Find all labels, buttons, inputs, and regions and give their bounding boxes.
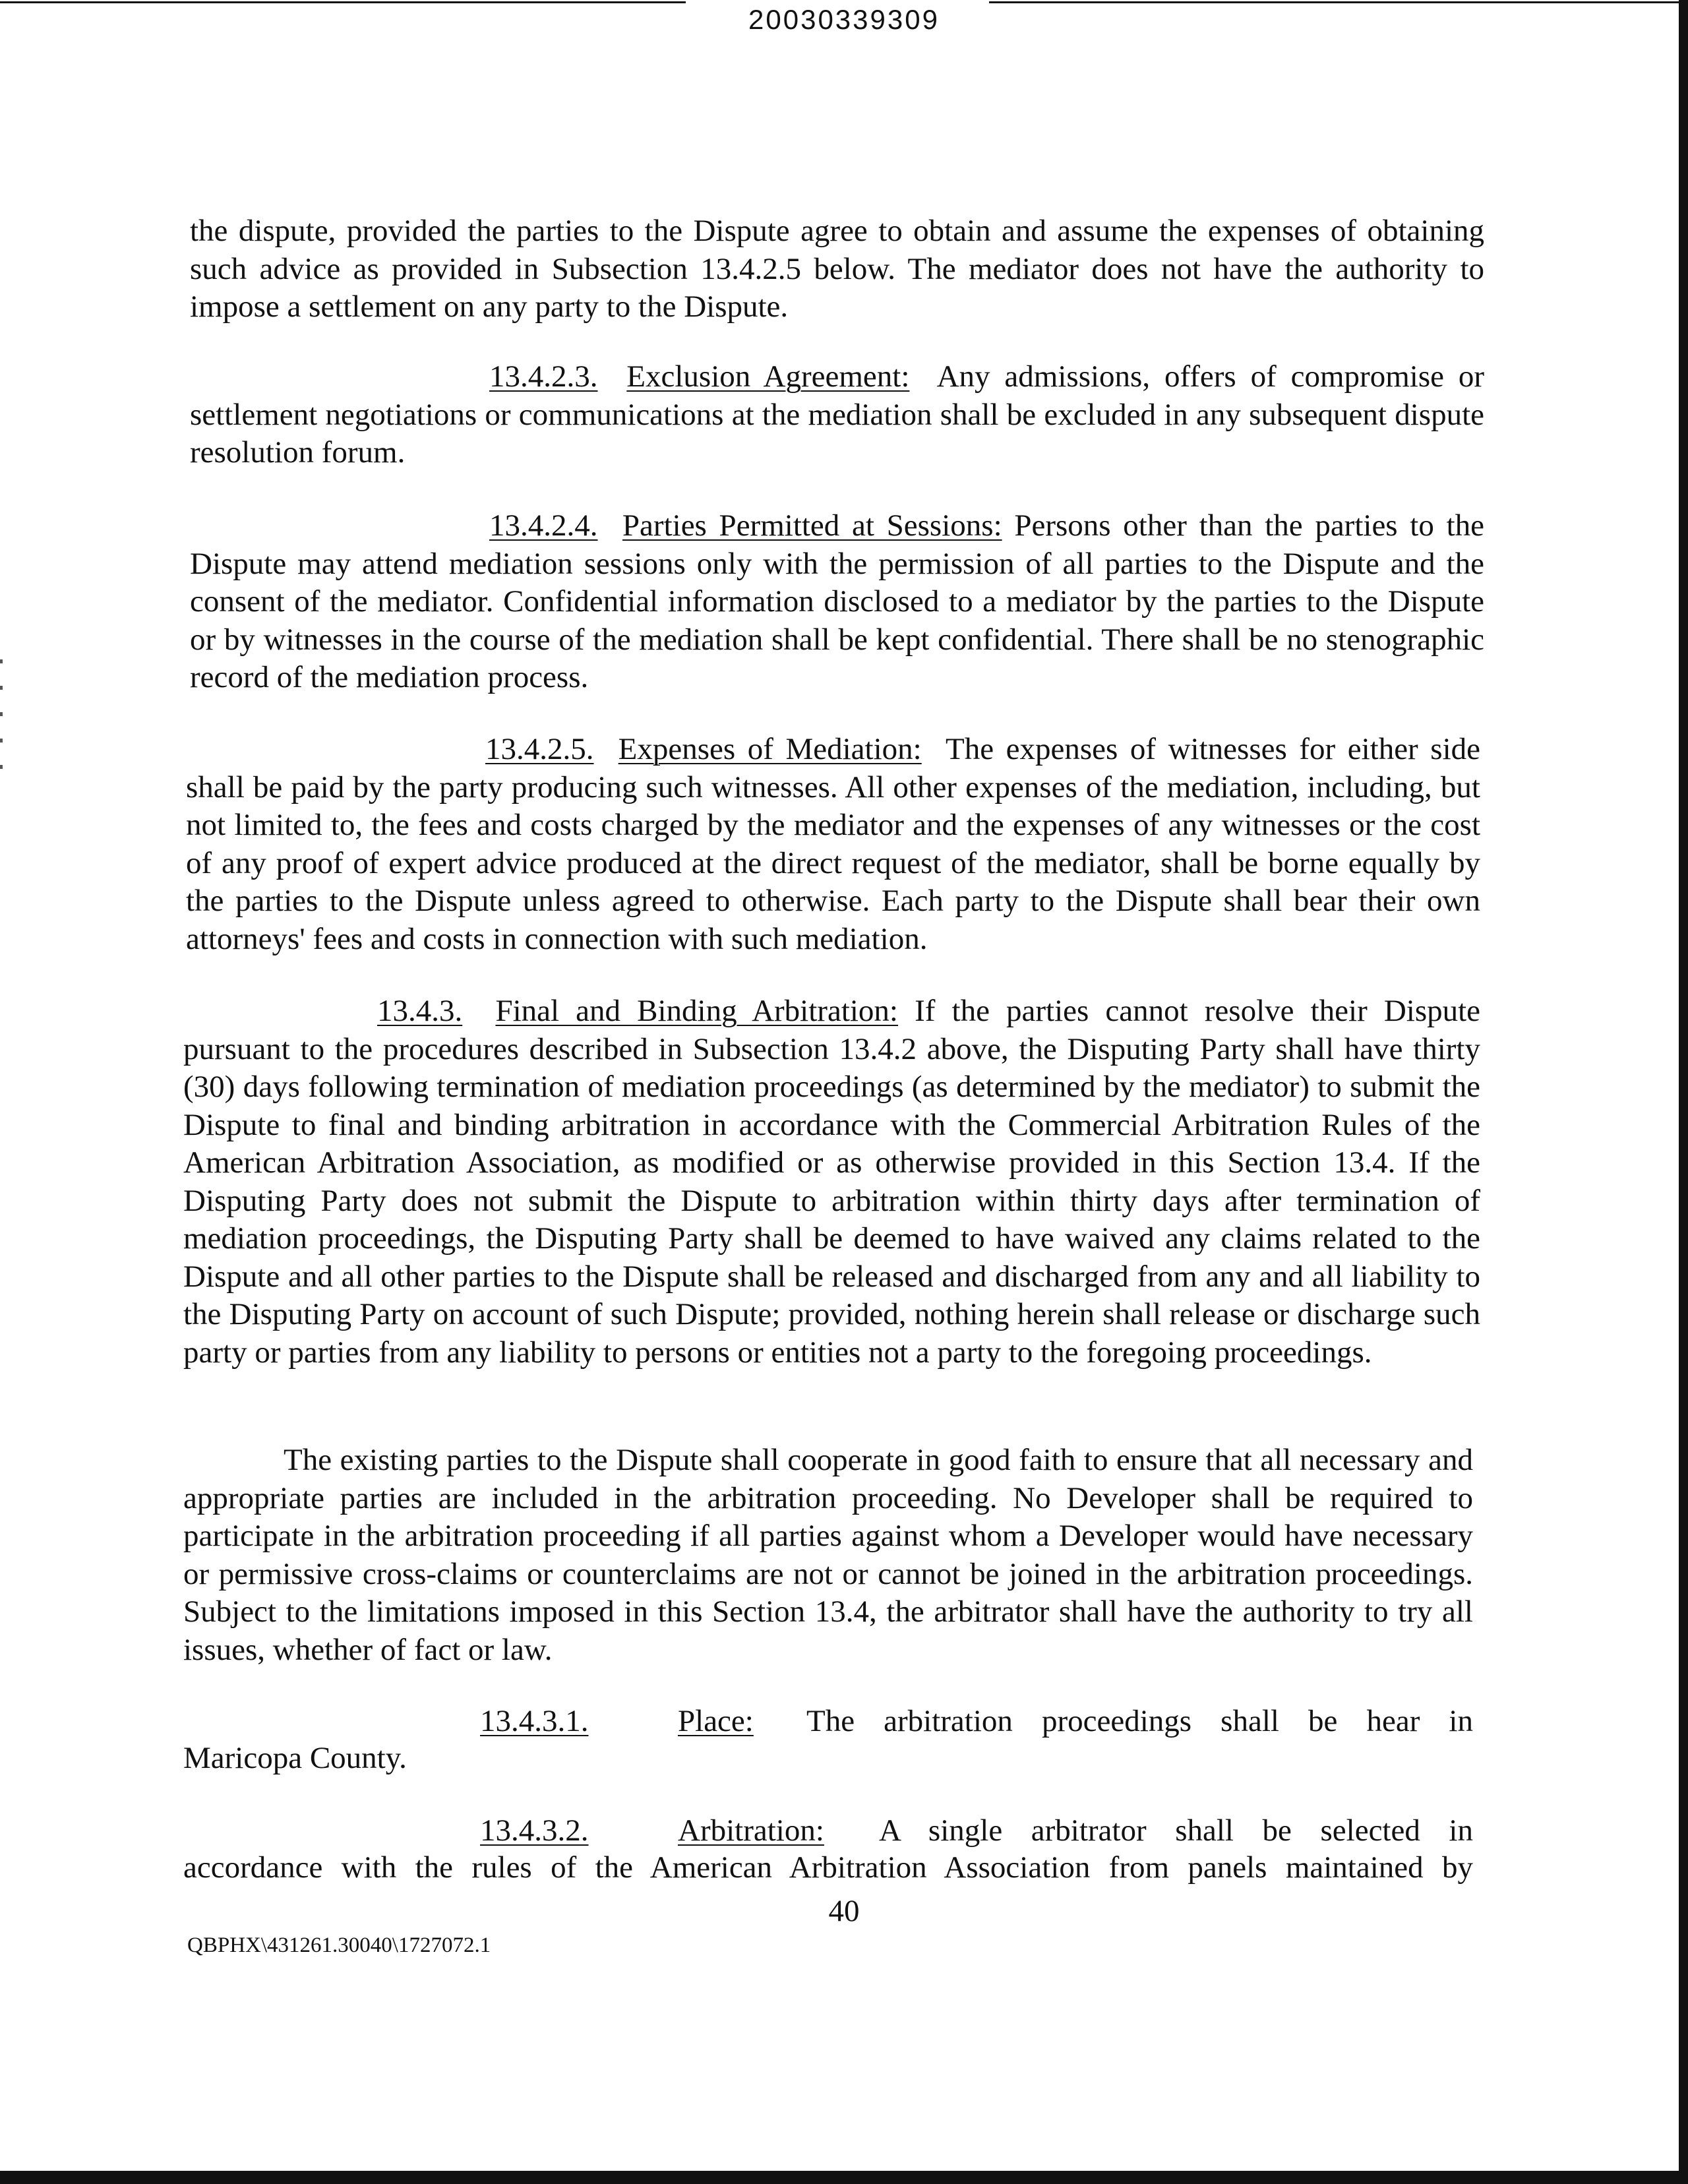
document-number: 20030339309 bbox=[748, 4, 940, 35]
section-number: 13.4.3.1. bbox=[480, 1704, 589, 1738]
paragraph-text: the dispute, provided the parties to the Dispute agree to obtain and assume the expenses of obtaining such advice as provided in Subsection 13.4.2.5 below. The mediator does not have the authority to impose a settlement on any party to the Dispute. bbox=[190, 214, 1484, 324]
section-heading: Parties Permitted at Sessions: bbox=[622, 508, 1002, 543]
section-text: The expenses of witnesses for either side shall be paid by the party producing such witnesses. All other expenses of the mediation, including, but not limited to, the fees and costs charged by the mediator and the expenses of any witnesses or the cost of any proof of expert advice produced at the direct request of the mediator, shall be borne equally by the parties to the Dispute unless agreed to otherwise. Each party to the Dispute shall bear their own attorneys' fees and costs in connection with such mediation. bbox=[186, 732, 1480, 956]
section-number: 13.4.3.2. bbox=[480, 1813, 589, 1848]
section-heading: Place: bbox=[678, 1704, 754, 1738]
section-13-4-3-2 bbox=[480, 1812, 1473, 1850]
section-13-4-3 bbox=[183, 992, 1480, 1372]
section-13-4-3-1 bbox=[480, 1703, 1473, 1741]
section-text-line1: The arbitration proceedings shall be hear in bbox=[806, 1704, 1473, 1738]
section-number: 13.4.2.5. bbox=[485, 732, 594, 766]
section-heading: Exclusion Agreement: bbox=[626, 359, 910, 394]
paragraph-continuation bbox=[190, 212, 1484, 326]
scan-marks-left bbox=[0, 659, 3, 778]
section-heading: Arbitration: bbox=[678, 1813, 824, 1848]
section-text: Any admissions, offers of compromise or settlement negotiations or communications at the mediation shall be excluded in any subsequent dispute resolution forum. bbox=[190, 359, 1485, 470]
section-13-4-2-4 bbox=[190, 507, 1484, 697]
paragraph-cooperation bbox=[183, 1441, 1473, 1669]
section-text-line2: Maricopa County. bbox=[183, 1741, 407, 1775]
section-text-line1: A single arbitrator shall be selected in bbox=[879, 1813, 1473, 1848]
section-number: 13.4.3. bbox=[377, 994, 463, 1028]
paragraph-text: The existing parties to the Dispute shall cooperate in good faith to ensure that all necessary and appropriate parties are included in the arbitration proceeding. No Developer shall be required to participate in the arbitration proceeding if all parties against whom a Developer would have necessary or permissive cross-claims or counterclaims are not or cannot be joined in the arbitration proceedings. Subject to the limitations imposed in this Section 13.4, the arbitrator shall have the authority to try all issues, whether of fact or law. bbox=[183, 1443, 1473, 1667]
section-number: 13.4.2.4. bbox=[489, 508, 598, 543]
section-13-4-2-5 bbox=[186, 731, 1480, 958]
scan-edge-bottom bbox=[0, 2171, 1688, 2184]
section-heading: Final and Binding Arbitration: bbox=[495, 994, 898, 1028]
section-text: Persons other than the parties to the Dispute may attend mediation sessions only with the permission of all parties to the Dispute and the consent of the mediator. Confidential information disclosed to a mediator by the parties to the Dispute or by witnesses in the course of the mediation shall be kept confidential. There shall be no stenographic record of the mediation process. bbox=[190, 508, 1484, 694]
file-reference: QBPHX\431261.30040\1727072.1 bbox=[187, 1933, 491, 1957]
page-number: 40 bbox=[828, 1894, 860, 1928]
section-heading: Expenses of Mediation: bbox=[618, 732, 922, 766]
section-number: 13.4.2.3. bbox=[489, 359, 598, 394]
section-text: If the parties cannot resolve their Dispute pursuant to the procedures described in Subsection 13.4.2 above, the Disputing Party shall have thirty (30) days following termination of mediation proceedings (as determined by the mediator) to submit the Dispute to final and binding arbitration in accordance with the Commercial Arbitration Rules of the American Arbitration Association, as modified or as otherwise provided in this Section 13.4. If the Disputing Party does not submit the Dispute to arbitration within thirty days after termination of mediation proceedings, the Disputing Party shall be deemed to have waived any claims related to the Dispute and all other parties to the Dispute shall be released and discharged from any and all liability to the Disputing Party on account of such Dispute; provided, nothing herein shall release or discharge such party or parties from any liability to persons or entities not a party to the foregoing proceedings. bbox=[183, 994, 1481, 1370]
section-13-4-2-3 bbox=[190, 358, 1484, 472]
scan-edge-right bbox=[1679, 0, 1688, 2184]
section-text-line2: accordance with the rules of the American Arbitration Association from panels maintained by bbox=[183, 1850, 1473, 1885]
